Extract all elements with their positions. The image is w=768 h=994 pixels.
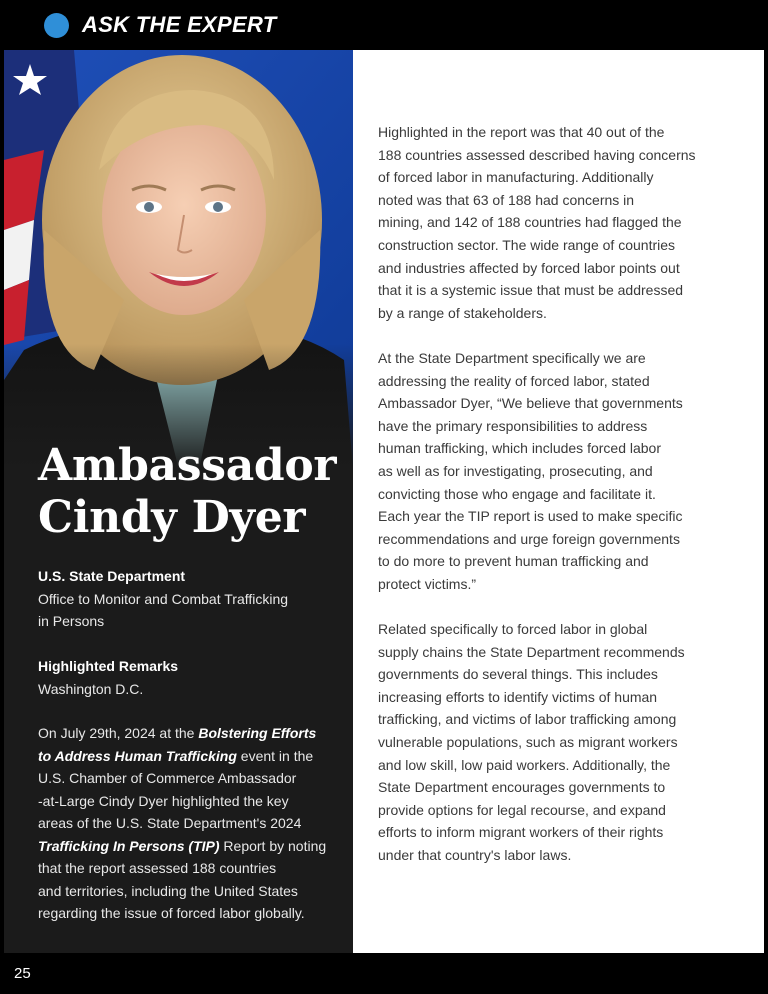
intro-text: regarding the issue of forced labor globally. [38, 905, 305, 921]
intro-text: Report by noting [219, 837, 327, 854]
report-name: Trafficking In Persons (TIP) [38, 837, 220, 854]
text-line: addressing the reality of forced labor, stated [378, 372, 650, 389]
intro-text: On July 29th, 2024 at the [38, 725, 199, 741]
text-line: State Department encourages governments to [378, 779, 666, 796]
intro-paragraph [38, 722, 328, 925]
text-line: protect victims.” [378, 575, 477, 592]
paragraph-2 [378, 347, 698, 596]
paragraph-3 [378, 618, 698, 867]
remarks-block [38, 655, 338, 700]
intro-text: and territories, including the United States [38, 882, 298, 899]
text-line: efforts to inform migrant workers of their rights [378, 824, 664, 841]
text-line: construction sector. The wide range of countries [378, 236, 676, 253]
text-line: recommendations and urge foreign governments [378, 530, 680, 547]
text-line: noted was that 63 of 188 had concerns in [378, 191, 635, 208]
text-line: Each year the TIP report is used to make specific [378, 508, 683, 525]
text-line: as well as for investigating, prosecuting, and [378, 462, 653, 479]
article-panel [353, 50, 764, 953]
page-header [0, 0, 768, 50]
remarks-title: Highlighted Remarks [38, 658, 179, 674]
org-line-2: in Persons [38, 613, 105, 629]
text-line: provide options for legal recourse, and expand [378, 801, 666, 818]
text-line: have the primary responsibilities to address [378, 417, 648, 434]
text-line: vulnerable populations, such as migrant workers [378, 734, 678, 751]
text-line: of forced labor in manufacturing. Additionally [378, 169, 654, 186]
text-line: 188 countries assessed described having concerns [378, 146, 696, 163]
text-line: governments do several things. This includes [378, 666, 658, 683]
person-name [38, 440, 336, 544]
intro-text: that the report assessed 188 countries [38, 860, 277, 876]
text-line: mining, and 142 of 188 countries had flagged the [378, 214, 682, 231]
header-title: ASK THE EXPERT [82, 12, 277, 37]
name-line-2: Cindy Dyer [38, 492, 306, 543]
text-line: Ambassador Dyer, “We believe that governments [378, 395, 683, 412]
org-line-1: Office to Monitor and Combat Trafficking [38, 590, 289, 607]
article-body [378, 121, 698, 889]
text-line: convicting those who engage and facilitate it. [378, 485, 656, 502]
intro-text: U.S. Chamber of Commerce Ambassador [38, 770, 297, 786]
text-line: that it is a systemic issue that must be addressed [378, 282, 684, 299]
profile-panel [4, 50, 353, 953]
page-footer [0, 953, 768, 994]
text-line: trafficking, and victims of labor trafficking among [378, 711, 677, 728]
text-line: supply chains the State Department recommends [378, 643, 685, 660]
text-line: and low skill, low paid workers. Additionally, the [378, 756, 671, 773]
intro-text: areas of the U.S. State Department's 2024 [38, 815, 302, 831]
text-line: Related specifically to forced labor in global [378, 621, 648, 638]
text-line: under that country's labor laws. [378, 847, 572, 863]
paragraph-1 [378, 121, 698, 324]
text-line: human trafficking, which includes forced labor [378, 440, 662, 457]
text-line: and industries affected by forced labor points out [378, 259, 680, 276]
intro-text: event in the [236, 747, 314, 764]
text-line: At the State Department specifically we are [378, 349, 646, 366]
organization-block [38, 565, 338, 633]
text-line: to do more to prevent human trafficking and [378, 553, 649, 570]
portrait-photo [4, 50, 353, 470]
remarks-location: Washington D.C. [38, 680, 144, 697]
event-name-2: to Address Human Trafficking [38, 747, 237, 764]
text-line: Highlighted in the report was that 40 out of the [378, 124, 665, 140]
name-line-1: Ambassador [38, 440, 337, 491]
page-number: 25 [14, 965, 31, 982]
intro-text: -at-Large Cindy Dyer highlighted the key [38, 792, 289, 809]
text-line: by a range of stakeholders. [378, 304, 547, 321]
header-dot-icon [44, 13, 69, 38]
org-title: U.S. State Department [38, 568, 186, 584]
event-name-1: Bolstering Efforts [198, 725, 317, 741]
text-line: increasing efforts to identify victims of human [378, 688, 658, 705]
